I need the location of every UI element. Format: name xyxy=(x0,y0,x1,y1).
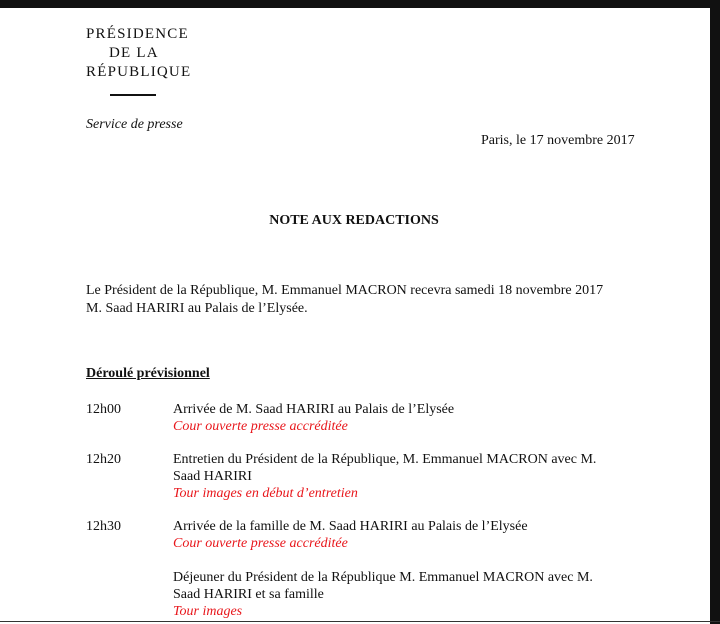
schedule-description xyxy=(173,401,633,435)
right-border xyxy=(710,0,720,624)
logo-line-2: DE LA xyxy=(109,45,159,61)
presidency-logo xyxy=(86,25,191,82)
schedule-heading: Déroulé prévisionnel xyxy=(86,366,210,381)
logo-line-3: RÉPUBLIQUE xyxy=(86,64,192,80)
document-title: NOTE AUX REDACTIONS xyxy=(269,213,439,228)
schedule-text-line: Arrivée de la famille de M. Saad HARIRI au Palais de l’Elysée xyxy=(173,519,528,534)
press-note: Cour ouverte presse accréditée xyxy=(173,536,348,551)
press-note: Tour images xyxy=(173,604,243,619)
intro-line-1: Le Président de la République, M. Emmanuel MACRON recevra samedi 18 novembre 2017 xyxy=(86,283,604,298)
dateline: Paris, le 17 novembre 2017 xyxy=(481,133,635,148)
schedule-description xyxy=(173,569,633,620)
schedule-time: 12h00 xyxy=(86,402,121,417)
schedule-time: 12h30 xyxy=(86,519,121,534)
schedule-text-line: Déjeuner du Président de la République M. Emmanuel MACRON avec M. xyxy=(173,570,593,585)
logo-divider xyxy=(110,94,156,96)
schedule-time: 12h20 xyxy=(86,452,121,467)
schedule-text-line: Saad HARIRI xyxy=(173,469,252,484)
schedule-text-line: Entretien du Président de la République, M. Emmanuel MACRON avec M. xyxy=(173,452,597,467)
schedule-description xyxy=(173,451,633,502)
logo-line-1: PRÉSIDENCE xyxy=(86,26,189,42)
press-note: Tour images en début d’entretien xyxy=(173,486,358,501)
press-service-label: Service de presse xyxy=(86,117,183,132)
top-border xyxy=(0,0,720,8)
intro-paragraph xyxy=(86,282,646,318)
bottom-edge xyxy=(0,621,720,622)
intro-line-2: M. Saad HARIRI au Palais de l’Elysée. xyxy=(86,301,308,316)
schedule-description xyxy=(173,518,633,552)
schedule-text-line: Arrivée de M. Saad HARIRI au Palais de l’Elysée xyxy=(173,402,455,417)
press-note: Cour ouverte presse accréditée xyxy=(173,419,348,434)
schedule-text-line: Saad HARIRI et sa famille xyxy=(173,587,324,602)
